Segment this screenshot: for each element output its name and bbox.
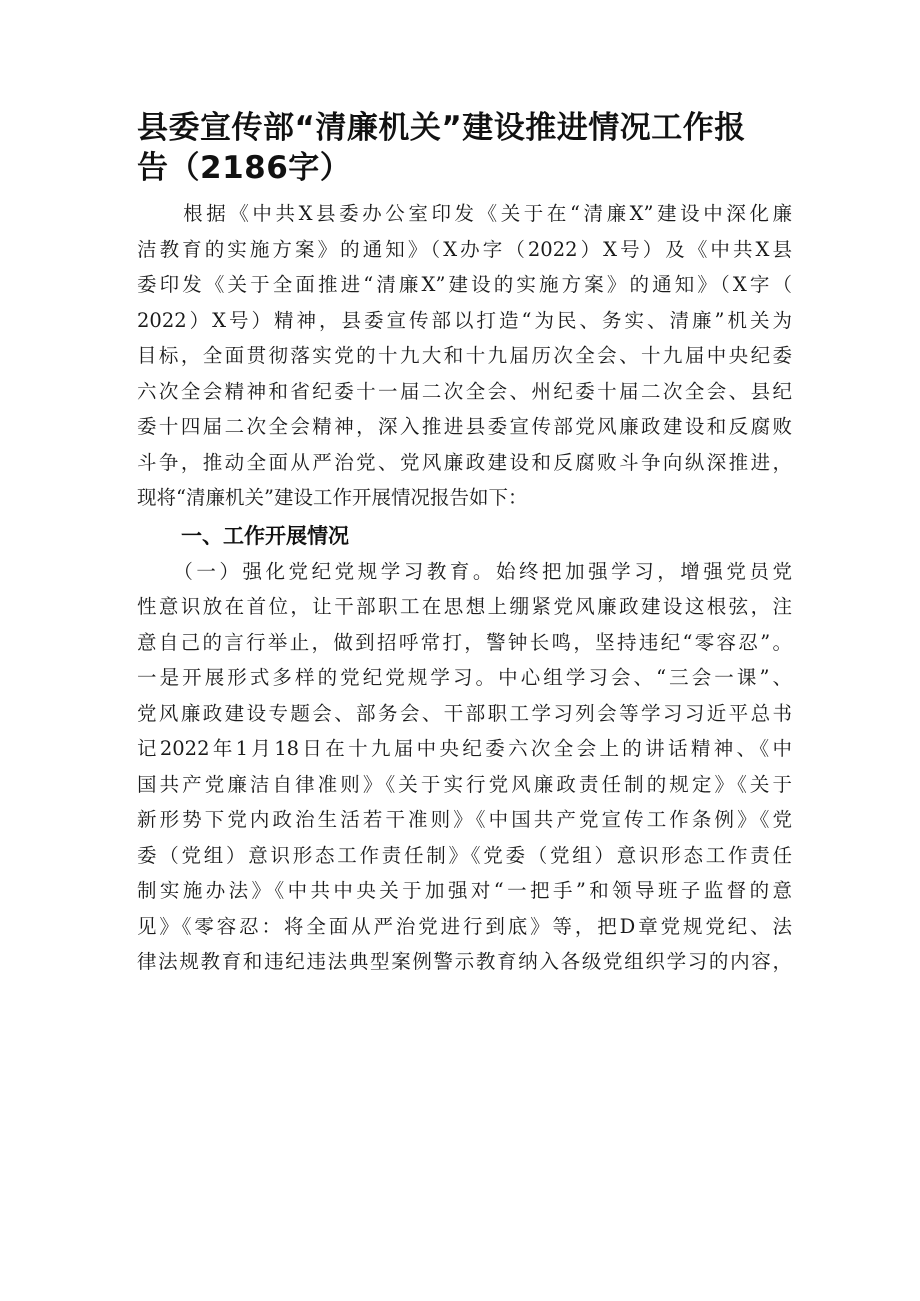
text-line: 国共产党廉洁自律准则》《关于实行党风廉政责任制的规定》《关于	[137, 772, 792, 796]
text-line: 新形势下党内政治生活若干准则》《中国共产党宣传工作条例》《党	[137, 808, 792, 831]
text-line: 党风廉政建设专题会、部务会、干部职工学习列会等学习习近平总书	[137, 701, 792, 725]
text-line: 意自己的言行举止，做到招呼常打，警钟长鸣，坚持违纪“零容忍”。	[137, 630, 792, 654]
text-line: 见》《零容忍：将全面从严治党进行到底》等，把D章党规党纪、法	[137, 914, 792, 938]
text-line: 性意识放在首位，让干部职工在思想上绷紧党风廉政建设这根弦，注	[137, 595, 792, 618]
text-line: 2022）X号）精神，县委宣传部以打造“为民、务实、清廉”机关为	[137, 308, 792, 332]
text-line: 根据《中共X县委办公室印发《关于在“清廉X”建设中深化廉	[137, 202, 792, 225]
text-line: 委印发《关于全面推进“清廉X”建设的实施方案》的通知》（X字（	[137, 273, 792, 296]
text-line: 记2022年1月18日在十九届中央纪委六次全会上的讲话精神、《中	[137, 737, 792, 760]
text-line: 一是开展形式多样的党纪党规学习。中心组学习会、“三会一课”、	[137, 666, 792, 689]
title-line: 县委宣传部“清廉机关”建设推进情况工作报	[137, 110, 746, 146]
section-paragraph	[137, 554, 792, 980]
text-line: 律法规教育和违纪违法典型案例警示教育纳入各级党组织学习的内容，	[137, 950, 792, 973]
text-line: 制实施办法》《中共中央关于加强对“一把手”和领导班子监督的意	[137, 879, 792, 902]
text-line: 目标，全面贯彻落实党的十九大和十九届历次全会、十九届中央纪委	[137, 344, 792, 367]
section-heading: 一、工作开展情况	[181, 523, 349, 548]
title-line: 告（2186字）	[137, 150, 352, 186]
text-line: 六次全会精神和省纪委十一届二次全会、州纪委十届二次全会、县纪	[137, 379, 792, 403]
intro-paragraph	[137, 196, 792, 516]
text-line: 洁教育的实施方案》的通知》（X办字（2022）X号）及《中共X县	[137, 237, 792, 261]
document-body	[137, 108, 792, 980]
text-line: （一）强化党纪党规学习教育。始终把加强学习，增强党员党	[137, 559, 792, 583]
text-line: 斗争，推动全面从严治党、党风廉政建设和反腐败斗争向纵深推进，	[137, 450, 792, 474]
document-title	[137, 108, 792, 188]
text-line: 委十四届二次全会精神，深入推进县委宣传部党风廉政建设和反腐败	[137, 415, 792, 438]
text-line: 委（党组）意识形态工作责任制》《党委（党组）意识形态工作责任	[137, 843, 792, 867]
text-line: 现将“清廉机关”建设工作开展情况报告如下：	[137, 486, 528, 509]
